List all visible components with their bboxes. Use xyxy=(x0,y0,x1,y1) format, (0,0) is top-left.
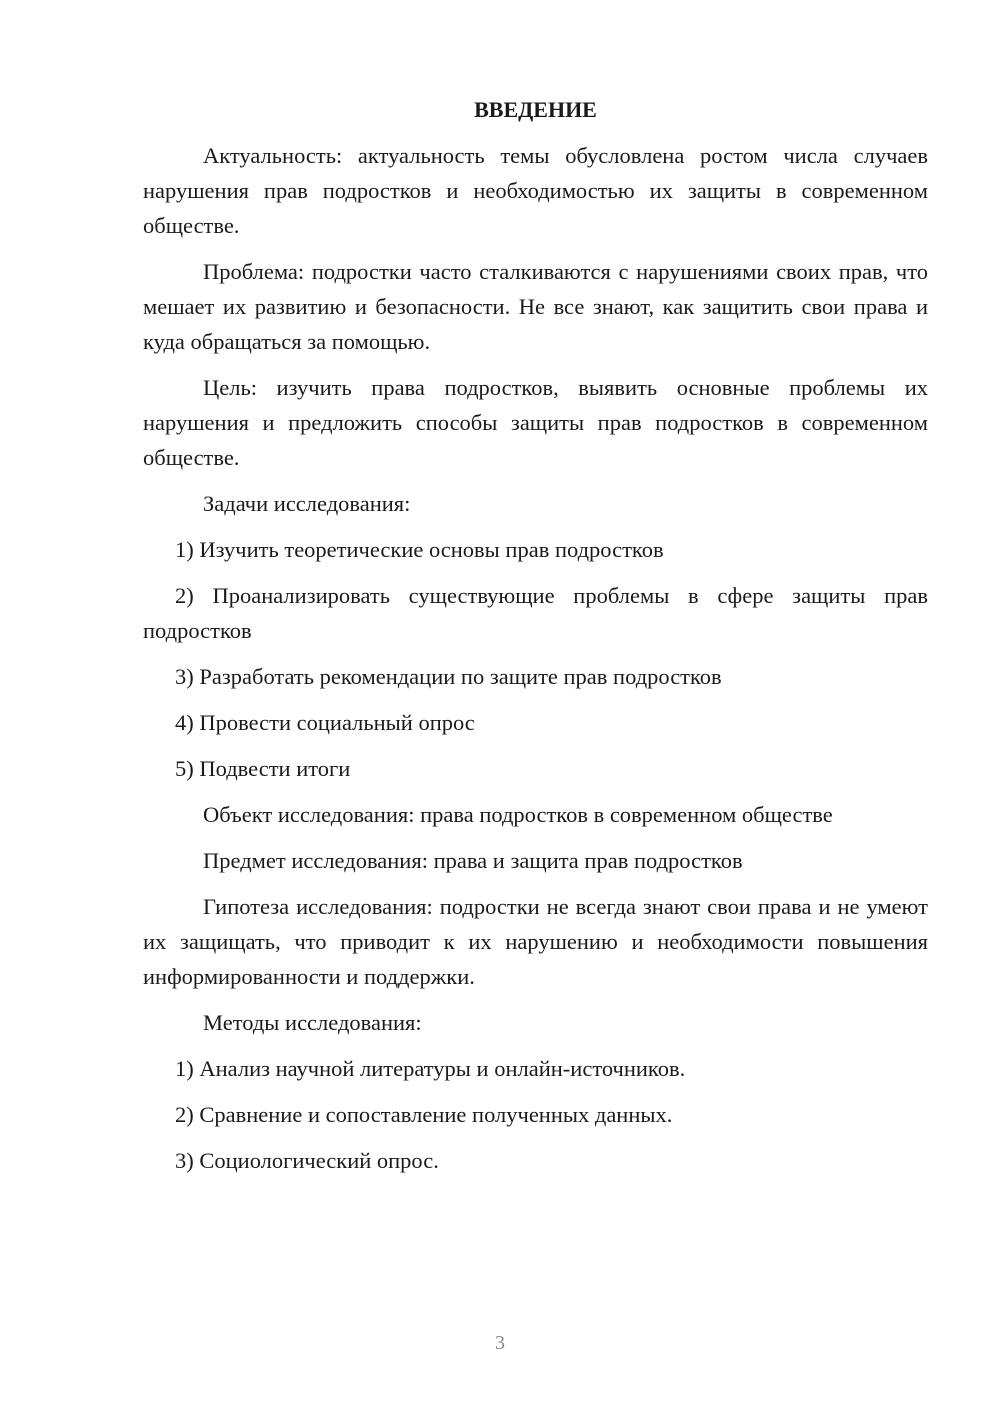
methods-heading: Методы исследования: xyxy=(203,1010,422,1035)
subject-paragraph: Предмет исследования: права и защита прав подростков xyxy=(203,848,743,873)
problem-paragraph: Проблема: подростки часто сталкиваются с нарушениями своих прав, что мешает их развитию и безопасности. Не все знают, как защитить свои права и куда обращаться за помощью. xyxy=(143,259,928,354)
method-item: 3) Социологический опрос. xyxy=(175,1148,439,1173)
object-paragraph: Объект исследования: права подростков в современном обществе xyxy=(203,802,833,827)
method-item: 2) Сравнение и сопоставление полученных данных. xyxy=(175,1102,673,1127)
task-item: 1) Изучить теоретические основы прав подростков xyxy=(175,537,664,562)
document-body xyxy=(143,92,928,1178)
method-item: 1) Анализ научной литературы и онлайн-источников. xyxy=(175,1056,686,1081)
hypothesis-paragraph: Гипотеза исследования: подростки не всегда знают свои права и не умеют их защищать, что приводит к их нарушению и необходимости повышения информированности и поддержки. xyxy=(143,894,928,989)
task-item: 3) Разработать рекомендации по защите прав подростков xyxy=(175,664,722,689)
task-item: 4) Провести социальный опрос xyxy=(175,710,475,735)
task-item: 2) Проанализировать существующие проблемы в сфере защиты прав подростков xyxy=(143,583,928,643)
page-number: 3 xyxy=(495,1332,505,1354)
goal-paragraph: Цель: изучить права подростков, выявить основные проблемы их нарушения и предложить способы защиты прав подростков в современном обществе. xyxy=(143,375,928,470)
task-item: 5) Подвести итоги xyxy=(175,756,351,781)
section-title: ВВЕДЕНИЕ xyxy=(474,97,597,122)
tasks-heading: Задачи исследования: xyxy=(203,491,411,516)
relevance-paragraph: Актуальность: актуальность темы обусловлена ростом числа случаев нарушения прав подростков и необходимостью их защиты в современном обществе. xyxy=(143,143,928,238)
